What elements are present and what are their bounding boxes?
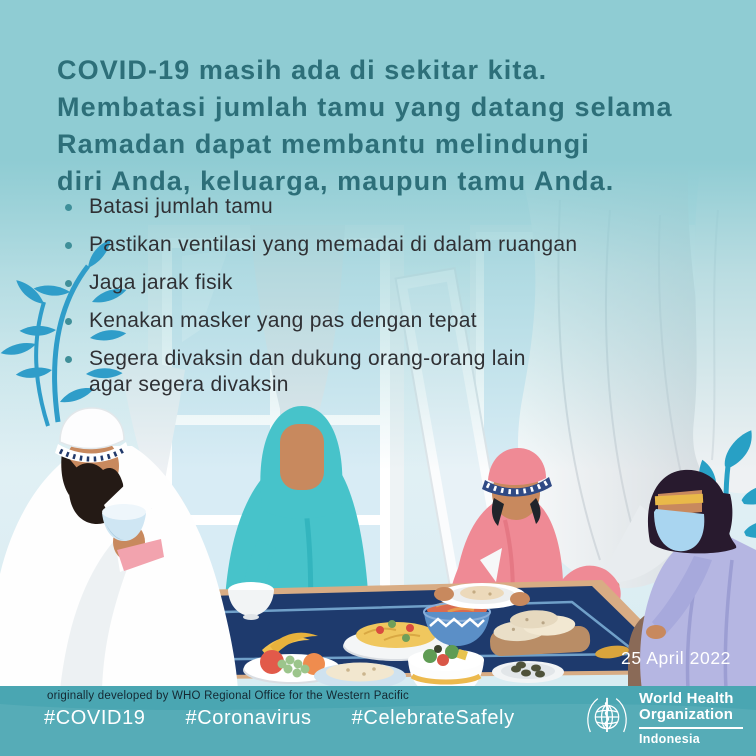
who-name-line2: Organization (639, 706, 734, 723)
headline (57, 52, 747, 200)
bullet-item (56, 232, 656, 258)
who-logo-text (639, 691, 743, 746)
hashtag-covid19: #COVID19 (44, 707, 146, 729)
hashtags (44, 707, 515, 730)
safety-bullet-list (56, 194, 656, 410)
who-emblem-icon (582, 691, 632, 743)
dates-plate (492, 661, 564, 683)
headline-line-1: COVID-19 masih ada di sekitar kita. (57, 55, 548, 85)
bullet-item (56, 194, 656, 220)
who-country-label: Indonesia (639, 732, 701, 746)
headline-line-2: Membatasi jumlah tamu yang datang selama (57, 92, 673, 122)
who-name-line1: World Health (639, 690, 734, 707)
bullet-text: Pastikan ventilasi yang memadai di dalam ruangan (89, 233, 578, 256)
bullet-item (56, 346, 656, 398)
hashtag-coronavirus: #Coronavirus (185, 707, 312, 729)
headline-line-4: diri Anda, keluarga, maupun tamu Anda. (57, 166, 615, 196)
bullet-text-line2: agar segera divaksin (89, 373, 289, 396)
headline-line-3: Ramadan dapat membantu melindungi (57, 129, 590, 159)
date-label: 25 April 2022 (621, 648, 731, 668)
bullet-text: Jaga jarak fisik (89, 271, 233, 294)
bullet-item (56, 270, 656, 296)
bullet-item (56, 308, 656, 334)
who-logo (582, 691, 743, 746)
bullet-text: Batasi jumlah tamu (89, 195, 273, 218)
credit-line: originally developed by WHO Regional Office for the Western Pacific (47, 690, 409, 702)
hashtag-celebratesafely: #CelebrateSafely (351, 707, 515, 729)
who-logo-divider (639, 727, 743, 729)
bullet-text: Kenakan masker yang pas dengan tepat (89, 309, 477, 332)
bullet-text: Segera divaksin dan dukung orang-orang lain (89, 347, 526, 370)
